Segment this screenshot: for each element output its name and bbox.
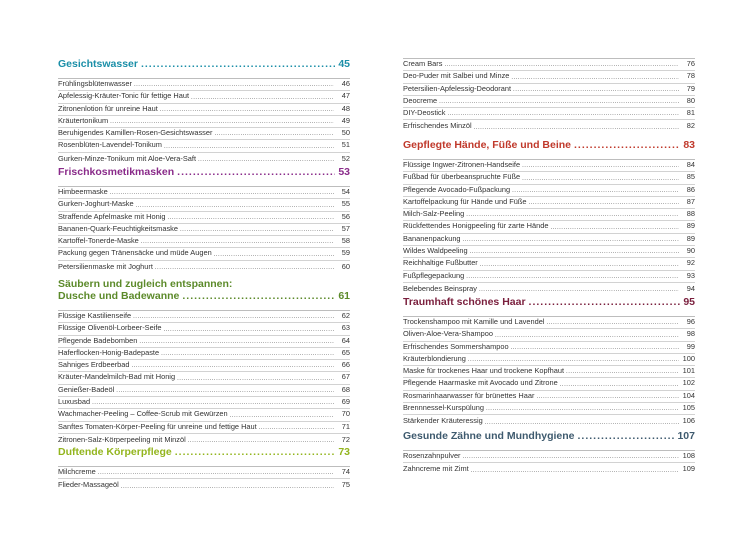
entry-list	[58, 466, 350, 492]
section-title-line2: Dusche und Badewanne	[58, 290, 180, 302]
entry-title: Brennnessel-Kurspülung	[403, 403, 484, 413]
section-page-number: 107	[677, 430, 695, 442]
entry-list	[403, 58, 695, 133]
leader-dots	[466, 272, 679, 282]
leader-dots	[463, 452, 679, 462]
leader-dots	[110, 188, 334, 198]
entry-page-number: 56	[341, 211, 350, 221]
entry-title: Erfrischendes Sommershampoo	[403, 341, 509, 351]
leader-dots	[141, 237, 334, 247]
entry-page-number: 60	[341, 261, 350, 271]
entry-page-number: 80	[686, 95, 695, 105]
entry-title: Wildes Waldpeeling	[403, 246, 468, 256]
leader-dots	[164, 325, 334, 335]
entry-title: DIY-Deostick	[403, 108, 446, 118]
section-page-number: 61	[338, 290, 350, 302]
leader-dots	[198, 155, 334, 165]
entry-page-number: 105	[682, 403, 695, 413]
section-page-number: 83	[683, 139, 695, 151]
entry-page-number: 70	[341, 409, 350, 419]
section-heading[interactable]	[58, 446, 350, 458]
entry-title: Cream Bars	[403, 59, 443, 68]
toc-entry[interactable]	[403, 120, 695, 132]
entry-page-number: 78	[686, 71, 695, 81]
toc-section	[58, 446, 350, 492]
leader-dots	[121, 482, 334, 492]
entry-page-number: 89	[686, 233, 695, 243]
entry-page-number: 81	[686, 108, 695, 118]
entry-page-number: 49	[341, 115, 350, 125]
entry-page-number: 109	[682, 464, 695, 474]
entry-page-number: 74	[341, 467, 350, 476]
leader-dots	[136, 201, 334, 211]
toc-section	[403, 430, 695, 476]
leader-dots	[511, 73, 679, 83]
leader-dots	[214, 129, 334, 139]
leader-dots	[566, 367, 679, 377]
entry-list	[58, 186, 350, 273]
leader-dots	[177, 374, 334, 384]
section-heading[interactable]	[403, 430, 695, 442]
entry-page-number: 59	[341, 248, 350, 258]
entry-title: Haferflocken-Honig-Badepaste	[58, 347, 160, 357]
entry-title: Zitronenlotion für unreine Haut	[58, 103, 158, 113]
entry-title: Oliven-Aloe-Vera-Shampoo	[403, 329, 493, 339]
section-title: Frischkosmetikmasken	[58, 166, 175, 178]
leader-dots	[182, 290, 335, 302]
toc-entry[interactable]	[403, 463, 695, 475]
entry-page-number: 67	[341, 372, 350, 382]
section-title: Traumhaft schönes Haar	[403, 296, 526, 308]
entry-title: Frühlingsblütenwasser	[58, 79, 132, 88]
entry-title: Bananenpackung	[403, 233, 461, 243]
section-heading[interactable]	[403, 296, 695, 308]
leader-dots	[468, 355, 679, 365]
entry-title: Gurken-Minze-Tonikum mit Aloe-Vera-Saft	[58, 153, 197, 163]
leader-dots	[180, 225, 334, 235]
entry-page-number: 65	[341, 347, 350, 357]
entry-page-number: 62	[341, 311, 350, 320]
toc-entry[interactable]	[58, 261, 350, 273]
entry-title: Bananen-Quark-Feuchtigkeitsmaske	[58, 223, 178, 233]
entry-page-number: 55	[341, 199, 350, 209]
entry-title: Reichhaltige Fußbutter	[403, 258, 478, 268]
entry-page-number: 63	[341, 323, 350, 333]
entry-page-number: 104	[682, 390, 695, 400]
entry-page-number: 96	[686, 317, 695, 326]
toc-entry[interactable]	[403, 271, 695, 283]
leader-dots	[471, 466, 679, 476]
section-title: Säubern und zugleich entspannen:	[58, 278, 233, 290]
entry-page-number: 57	[341, 223, 350, 233]
entry-title: Maske für trockenes Haar und trockene Kopfhaut	[403, 366, 565, 376]
leader-dots	[439, 97, 679, 107]
leader-dots	[463, 235, 679, 245]
leader-dots	[511, 343, 679, 353]
toc-entry[interactable]	[58, 467, 350, 479]
entry-page-number: 102	[682, 378, 695, 388]
entry-title: Petersilienmaske mit Joghurt	[58, 261, 153, 271]
leader-dots	[177, 166, 335, 178]
section-page-number: 45	[338, 58, 350, 70]
leader-dots	[550, 223, 679, 233]
leader-dots	[160, 105, 334, 115]
leader-dots	[479, 285, 679, 295]
entry-list	[58, 78, 350, 165]
leader-dots	[164, 142, 334, 152]
entry-title: Kartoffel-Tonerde-Maske	[58, 236, 139, 246]
toc-section	[58, 166, 350, 273]
entry-list	[403, 159, 695, 295]
toc-section	[58, 278, 350, 446]
entry-page-number: 47	[341, 91, 350, 101]
entry-title: Flieder-Massageöl	[58, 480, 119, 490]
section-page-number: 73	[338, 446, 350, 458]
leader-dots	[155, 263, 334, 273]
leader-dots	[191, 93, 334, 103]
toc-section	[58, 58, 350, 165]
entry-title: Milchcreme	[58, 467, 96, 476]
entry-page-number: 89	[686, 221, 695, 231]
leader-dots	[110, 117, 334, 127]
leader-dots	[133, 312, 334, 322]
entry-page-number: 90	[686, 246, 695, 256]
toc-section	[403, 296, 695, 428]
leader-dots	[92, 398, 334, 408]
entry-title: Gurken-Joghurt-Maske	[58, 199, 134, 209]
entry-title: Himbeermaske	[58, 187, 108, 196]
section-heading[interactable]	[403, 139, 695, 151]
entry-page-number: 75	[341, 480, 350, 490]
entry-page-number: 72	[341, 434, 350, 444]
toc-entry[interactable]	[403, 283, 695, 295]
entry-page-number: 98	[686, 329, 695, 339]
entry-title: Flüssige Ingwer-Zitronen-Handseife	[403, 160, 521, 169]
right-page	[403, 0, 695, 533]
entry-page-number: 71	[341, 421, 350, 431]
entry-title: Pflegende Avocado-Fußpackung	[403, 184, 511, 194]
entry-title: Beruhigendes Kamillen-Rosen-Gesichtswasser	[58, 128, 213, 138]
section-page-number: 95	[683, 296, 695, 308]
entry-title: Erfrischendes Minzöl	[403, 121, 472, 131]
toc-entry[interactable]	[58, 434, 350, 446]
entry-title: Pflegende Haarmaske mit Avocado und Zitrone	[403, 378, 558, 388]
leader-dots	[259, 423, 334, 433]
left-page	[58, 0, 350, 533]
entry-title: Apfelessig-Kräuter-Tonic für fettige Haut	[58, 91, 190, 101]
toc-entry[interactable]	[58, 248, 350, 260]
leader-dots	[485, 418, 679, 428]
section-heading[interactable]	[58, 166, 350, 178]
entry-title: Trockenshampoo mit Kamille und Lavendel	[403, 317, 545, 326]
toc-entry[interactable]	[403, 415, 695, 427]
entry-title: Rückfettendes Honigpeeling für zarte Hände	[403, 221, 549, 231]
section-heading[interactable]	[58, 278, 350, 302]
entry-title: Rosenblüten-Lavendel-Tonikum	[58, 140, 162, 150]
entry-title: Pflegende Badebomben	[58, 335, 138, 345]
entry-page-number: 88	[686, 209, 695, 219]
entry-title: Zitronen-Salz-Körperpeeling mit Minzöl	[58, 434, 186, 444]
entry-page-number: 46	[341, 79, 350, 88]
entry-title: Flüssige Kastilienseife	[58, 311, 132, 320]
leader-dots	[474, 123, 679, 133]
entry-title: Fußpflegepackung	[403, 270, 465, 280]
entry-title: Wachmacher-Peeling – Coffee-Scrub mit Gewürzen	[58, 409, 228, 419]
leader-dots	[546, 318, 679, 328]
toc-entry[interactable]	[58, 153, 350, 165]
entry-title: Packung gegen Tränensäcke und müde Augen	[58, 248, 212, 258]
leader-dots	[132, 361, 335, 371]
entry-page-number: 93	[686, 270, 695, 280]
toc-entry[interactable]	[403, 108, 695, 120]
entry-title: Straffende Apfelmaske mit Honig	[58, 211, 166, 221]
entry-page-number: 101	[682, 366, 695, 376]
leader-dots	[134, 80, 334, 90]
entry-page-number: 99	[686, 341, 695, 351]
leader-dots	[141, 58, 335, 70]
entry-page-number: 92	[686, 258, 695, 268]
leader-dots	[522, 161, 679, 171]
toc-entry[interactable]	[403, 84, 695, 96]
entry-page-number: 50	[341, 128, 350, 138]
entry-title: Rosenzahnpulver	[403, 451, 461, 460]
toc-entry[interactable]	[58, 140, 350, 152]
leader-dots	[536, 392, 679, 402]
entry-page-number: 51	[341, 140, 350, 150]
leader-dots	[578, 430, 675, 442]
section-page-number: 53	[338, 166, 350, 178]
entry-page-number: 69	[341, 397, 350, 407]
leader-dots	[480, 260, 679, 270]
leader-dots	[529, 296, 681, 308]
entry-page-number: 94	[686, 283, 695, 293]
entry-title: Rosmarinhaarwasser für brünettes Haar	[403, 390, 535, 400]
section-title: Gesunde Zähne und Mundhygiene	[403, 430, 575, 442]
entry-page-number: 52	[341, 153, 350, 163]
entry-title: Kräutertonikum	[58, 115, 109, 125]
leader-dots	[188, 436, 334, 446]
leader-dots	[175, 446, 336, 458]
entry-page-number: 48	[341, 103, 350, 113]
toc-entry[interactable]	[58, 385, 350, 397]
entry-list	[403, 316, 695, 428]
entry-page-number: 87	[686, 196, 695, 206]
entry-title: Deocreme	[403, 95, 438, 105]
entry-title: Belebendes Beinspray	[403, 283, 477, 293]
entry-title: Sanftes Tomaten-Körper-Peeling für unreine und fettige Haut	[58, 421, 257, 431]
section-title: Duftende Körperpflege	[58, 446, 172, 458]
entry-title: Kräuterblondierung	[403, 353, 466, 363]
leader-dots	[529, 198, 679, 208]
toc-section	[403, 139, 695, 295]
entry-page-number: 84	[686, 160, 695, 169]
leader-dots	[98, 468, 334, 478]
leader-dots	[168, 213, 335, 223]
entry-list	[403, 450, 695, 476]
leader-dots	[495, 331, 679, 341]
entry-page-number: 64	[341, 335, 350, 345]
toc-entry[interactable]	[403, 451, 695, 463]
leader-dots	[560, 380, 679, 390]
entry-page-number: 108	[682, 451, 695, 460]
entry-page-number: 82	[686, 121, 695, 131]
toc-entry[interactable]	[58, 422, 350, 434]
leader-dots	[522, 174, 679, 184]
entry-title: Kartoffelpackung für Hände und Füße	[403, 196, 527, 206]
section-heading[interactable]	[58, 58, 350, 70]
entry-page-number: 100	[682, 353, 695, 363]
leader-dots	[512, 186, 679, 196]
leader-dots	[214, 250, 334, 260]
entry-title: Stärkender Kräuteressig	[403, 416, 483, 426]
entry-title: Petersilien-Apfelessig-Deodorant	[403, 83, 512, 93]
leader-dots	[444, 60, 679, 70]
toc-section	[403, 58, 695, 133]
section-title: Gepflegte Hände, Füße und Beine	[403, 139, 572, 151]
leader-dots	[447, 109, 679, 119]
leader-dots	[470, 247, 679, 257]
entry-page-number: 86	[686, 184, 695, 194]
toc-entry[interactable]	[58, 479, 350, 491]
leader-dots	[161, 349, 334, 359]
leader-dots	[486, 404, 679, 414]
entry-page-number: 66	[341, 360, 350, 370]
leader-dots	[230, 411, 334, 421]
entry-page-number: 58	[341, 236, 350, 246]
toc-entry[interactable]	[403, 403, 695, 415]
entry-list	[58, 310, 350, 446]
leader-dots	[139, 337, 334, 347]
entry-title: Kräuter-Mandelmilch-Bad mit Honig	[58, 372, 176, 382]
entry-title: Flüssige Olivenöl-Lorbeer-Seife	[58, 323, 162, 333]
entry-title: Fußbad für überbeanspruchte Füße	[403, 172, 521, 182]
entry-title: Deo-Puder mit Salbei und Minze	[403, 71, 510, 81]
leader-dots	[116, 386, 334, 396]
leader-dots	[466, 210, 679, 220]
leader-dots	[513, 85, 679, 95]
entry-page-number: 106	[682, 416, 695, 426]
entry-page-number: 85	[686, 172, 695, 182]
entry-title: Sahniges Erdbeerbad	[58, 360, 130, 370]
section-title: Gesichtswasser	[58, 58, 138, 70]
entry-page-number: 54	[341, 187, 350, 196]
entry-title: Genießer-Badeöl	[58, 384, 115, 394]
entry-page-number: 76	[686, 59, 695, 68]
toc-entry[interactable]	[403, 96, 695, 108]
entry-title: Milch-Salz-Peeling	[403, 209, 465, 219]
entry-title: Luxusbad	[58, 397, 91, 407]
leader-dots	[574, 139, 680, 151]
entry-title: Zahncreme mit Zimt	[403, 464, 469, 474]
entry-page-number: 79	[686, 83, 695, 93]
entry-page-number: 68	[341, 384, 350, 394]
